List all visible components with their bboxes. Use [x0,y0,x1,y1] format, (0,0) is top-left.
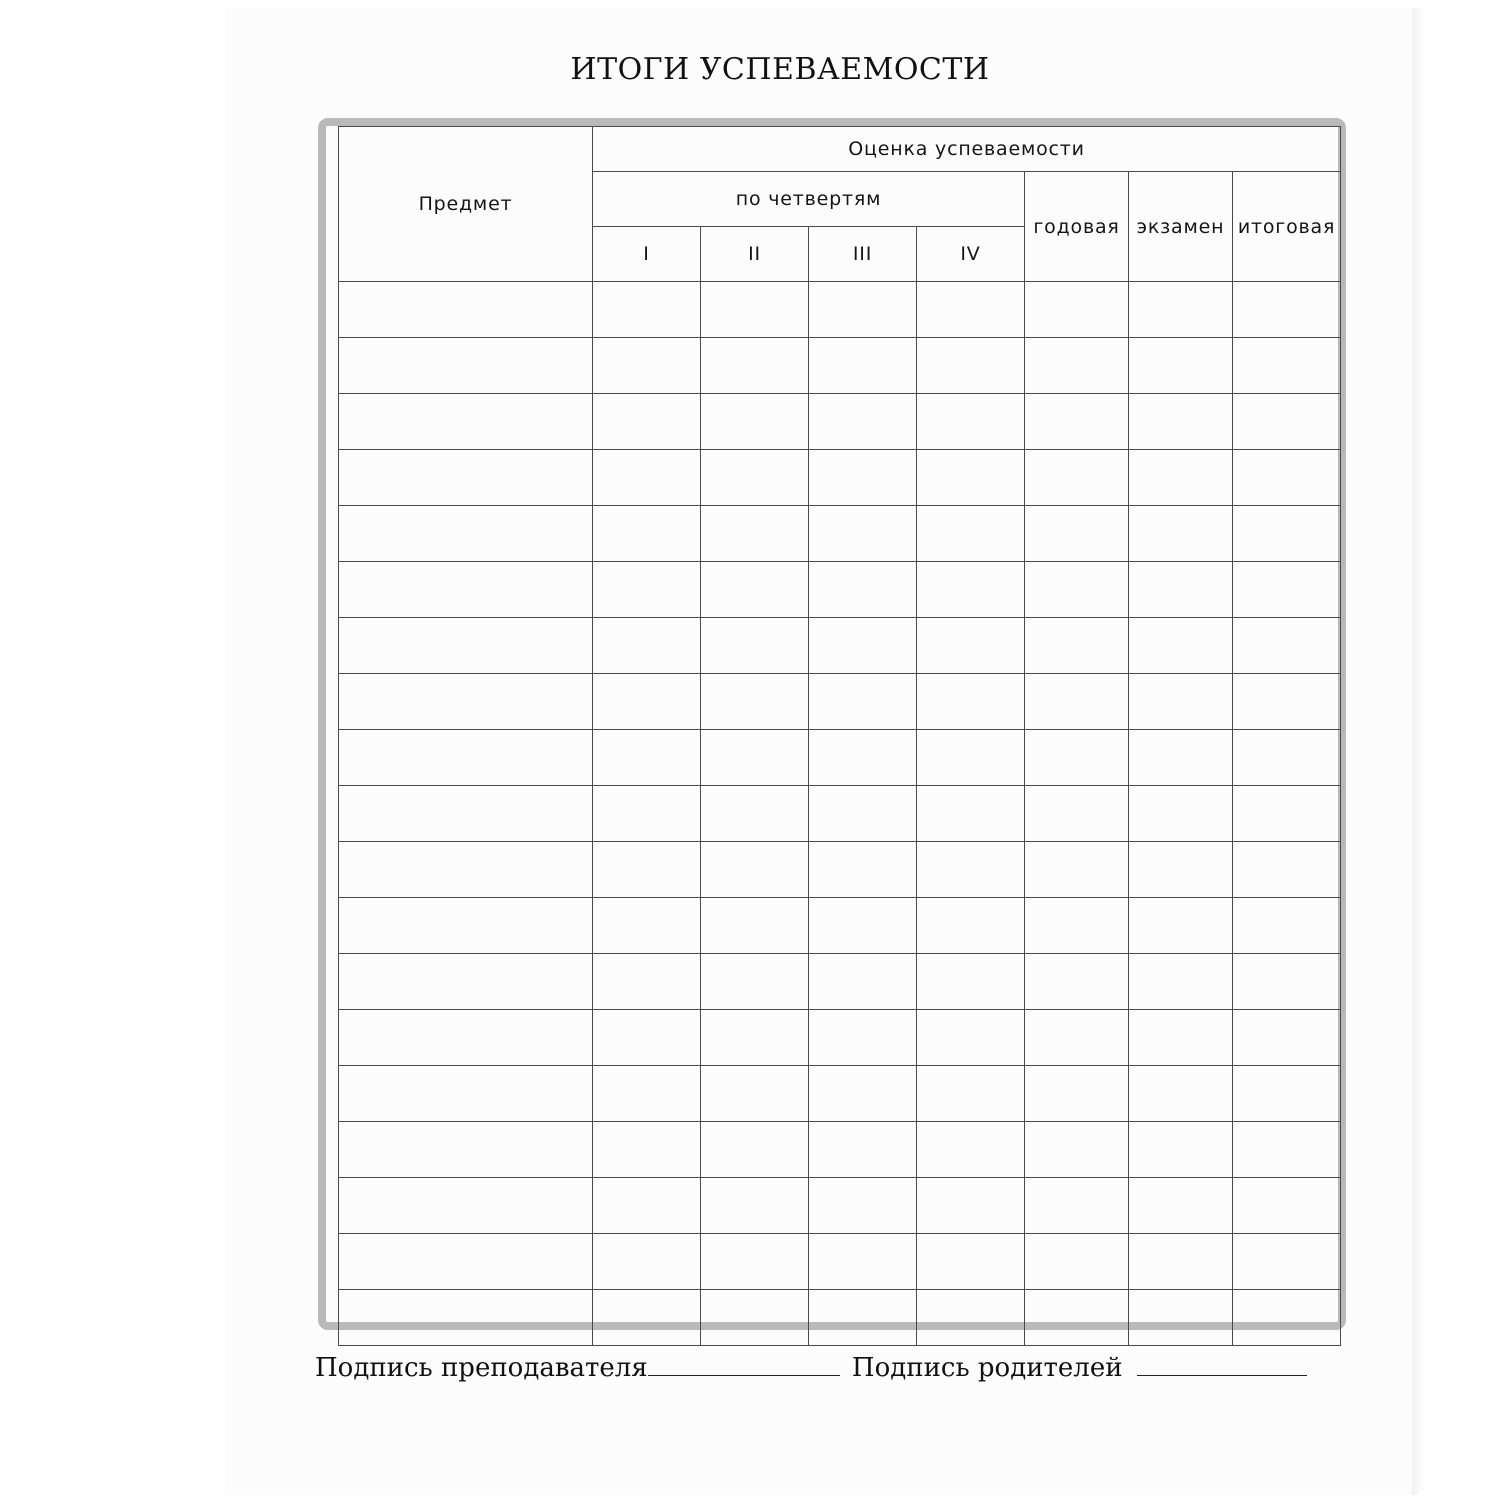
exam-header: экзамен [1129,172,1233,282]
grade-cell[interactable] [917,506,1025,562]
subject-cell[interactable] [339,842,593,898]
grade-cell[interactable] [809,562,917,618]
grade-cell[interactable] [593,450,701,506]
table-row [339,1010,1341,1066]
grade-cell[interactable] [917,282,1025,338]
grade-cell[interactable] [1025,1010,1129,1066]
grade-cell[interactable] [593,618,701,674]
subject-cell[interactable] [339,898,593,954]
grade-cell[interactable] [593,898,701,954]
table-row [339,1178,1341,1234]
grade-cell[interactable] [1233,786,1341,842]
grade-cell[interactable] [1129,1122,1233,1178]
subject-cell[interactable] [339,1178,593,1234]
quarters-header: по четвертям [593,172,1025,227]
table-row [339,282,1341,338]
grade-cell[interactable] [1233,450,1341,506]
grade-cell[interactable] [701,842,809,898]
grade-cell[interactable] [701,1290,809,1346]
grade-cell[interactable] [1233,1290,1341,1346]
grades-table [338,126,1341,1346]
grade-cell[interactable] [809,450,917,506]
grade-cell[interactable] [917,618,1025,674]
table-row [339,842,1341,898]
table-row [339,338,1341,394]
grade-cell[interactable] [701,1178,809,1234]
grade-cell[interactable] [1025,1178,1129,1234]
grade-cell[interactable] [1025,730,1129,786]
grade-cell[interactable] [593,1122,701,1178]
grade-cell[interactable] [593,674,701,730]
grade-cell[interactable] [809,618,917,674]
subject-cell[interactable] [339,730,593,786]
grade-cell[interactable] [593,562,701,618]
subject-cell[interactable] [339,506,593,562]
grade-cell[interactable] [917,1290,1025,1346]
grade-cell[interactable] [593,842,701,898]
table-row [339,1290,1341,1346]
grade-cell[interactable] [701,1122,809,1178]
table-row [339,1234,1341,1290]
subject-cell[interactable] [339,562,593,618]
grade-cell[interactable] [1129,394,1233,450]
grade-cell[interactable] [1025,394,1129,450]
grade-cell[interactable] [701,1234,809,1290]
grade-cell[interactable] [593,338,701,394]
grade-cell[interactable] [593,282,701,338]
grade-cell[interactable] [1025,282,1129,338]
grade-cell[interactable] [1233,674,1341,730]
grade-cell[interactable] [809,1234,917,1290]
grade-cell[interactable] [1233,282,1341,338]
grade-cell[interactable] [1233,730,1341,786]
grade-cell[interactable] [701,338,809,394]
grade-cell[interactable] [1025,842,1129,898]
grade-cell[interactable] [1233,1178,1341,1234]
table-row [339,562,1341,618]
subject-cell[interactable] [339,1066,593,1122]
grade-cell[interactable] [593,954,701,1010]
grade-cell[interactable] [917,786,1025,842]
table-row [339,1066,1341,1122]
page-title: ИТОГИ УСПЕВАЕМОСТИ [570,52,990,87]
grade-cell[interactable] [1129,1010,1233,1066]
table-row [339,618,1341,674]
grade-cell[interactable] [1233,954,1341,1010]
grade-cell[interactable] [917,1066,1025,1122]
grade-cell[interactable] [917,394,1025,450]
grade-cell[interactable] [1025,954,1129,1010]
grade-cell[interactable] [1129,842,1233,898]
grade-cell[interactable] [1025,1234,1129,1290]
grade-cell[interactable] [593,1290,701,1346]
table-row [339,730,1341,786]
grade-cell[interactable] [1025,1290,1129,1346]
grade-cell[interactable] [1129,1234,1233,1290]
table-row [339,506,1341,562]
grade-cell[interactable] [1129,618,1233,674]
grade-cell[interactable] [1233,1066,1341,1122]
subject-cell[interactable] [339,394,593,450]
grade-cell[interactable] [809,842,917,898]
grade-cell[interactable] [701,1066,809,1122]
grade-cell[interactable] [809,506,917,562]
grade-cell[interactable] [917,1122,1025,1178]
table-row [339,898,1341,954]
grade-cell[interactable] [917,674,1025,730]
table-row [339,394,1341,450]
table-row [339,450,1341,506]
quarter-2-header: II [701,227,809,282]
grades-header: Оценка успеваемости [593,127,1341,172]
grade-cell[interactable] [1233,618,1341,674]
parents-signature-field[interactable] [1137,1349,1307,1376]
grade-cell[interactable] [1129,898,1233,954]
grade-cell[interactable] [593,1066,701,1122]
subject-cell[interactable] [339,1122,593,1178]
grade-cell[interactable] [1025,1066,1129,1122]
grade-cell[interactable] [809,786,917,842]
grade-cell[interactable] [1129,1290,1233,1346]
subject-cell[interactable] [339,450,593,506]
subject-cell[interactable] [339,1290,593,1346]
grade-cell[interactable] [917,954,1025,1010]
teacher-signature-label: Подпись преподавателя [315,1353,648,1383]
subject-cell[interactable] [339,338,593,394]
grade-cell[interactable] [701,562,809,618]
grade-cell[interactable] [1025,338,1129,394]
grade-cell[interactable] [1025,562,1129,618]
grade-cell[interactable] [917,1178,1025,1234]
grade-cell[interactable] [1025,674,1129,730]
grade-cell[interactable] [1025,618,1129,674]
grade-cell[interactable] [701,1010,809,1066]
subject-cell[interactable] [339,1234,593,1290]
final-header: итоговая [1233,172,1341,282]
grade-cell[interactable] [1129,730,1233,786]
grade-cell[interactable] [917,338,1025,394]
quarter-3-header: III [809,227,917,282]
table-row [339,1122,1341,1178]
subject-cell[interactable] [339,954,593,1010]
page-edge [1412,8,1420,1495]
grade-cell[interactable] [1233,842,1341,898]
subject-header: Предмет [339,127,593,282]
grade-cell[interactable] [1129,282,1233,338]
subject-cell[interactable] [339,282,593,338]
grade-cell[interactable] [1233,1010,1341,1066]
subject-cell[interactable] [339,786,593,842]
grade-cell[interactable] [701,450,809,506]
grade-cell[interactable] [593,506,701,562]
grade-cell[interactable] [917,842,1025,898]
grade-cell[interactable] [917,730,1025,786]
grade-cell[interactable] [809,394,917,450]
grade-cell[interactable] [1129,506,1233,562]
grade-cell[interactable] [1129,562,1233,618]
subject-cell[interactable] [339,618,593,674]
grade-cell[interactable] [1025,450,1129,506]
grade-cell[interactable] [701,394,809,450]
grade-cell[interactable] [701,506,809,562]
grade-cell[interactable] [1025,898,1129,954]
grade-cell[interactable] [809,954,917,1010]
grade-cell[interactable] [1129,674,1233,730]
grade-cell[interactable] [593,1178,701,1234]
grade-cell[interactable] [1233,506,1341,562]
grade-cell[interactable] [1129,786,1233,842]
grade-cell[interactable] [701,786,809,842]
grade-cell[interactable] [917,898,1025,954]
grade-cell[interactable] [809,1010,917,1066]
annual-header: годовая [1025,172,1129,282]
grade-cell[interactable] [593,730,701,786]
grade-cell[interactable] [917,562,1025,618]
grade-cell[interactable] [809,1066,917,1122]
grade-cell[interactable] [1129,338,1233,394]
subject-cell[interactable] [339,674,593,730]
grade-cell[interactable] [1129,450,1233,506]
grade-cell[interactable] [1233,1122,1341,1178]
grade-cell[interactable] [1233,394,1341,450]
grade-cell[interactable] [701,730,809,786]
table-row [339,954,1341,1010]
grade-cell[interactable] [809,338,917,394]
quarter-4-header: IV [917,227,1025,282]
grade-cell[interactable] [1129,954,1233,1010]
grade-cell[interactable] [701,954,809,1010]
grade-cell[interactable] [1233,1234,1341,1290]
grade-cell[interactable] [1025,1122,1129,1178]
signature-line [315,1349,1345,1383]
grade-cell[interactable] [917,1010,1025,1066]
teacher-signature-field[interactable] [648,1349,840,1376]
grade-cell[interactable] [701,898,809,954]
grade-cell[interactable] [1233,338,1341,394]
quarter-1-header: I [593,227,701,282]
grade-cell[interactable] [809,898,917,954]
grade-cell[interactable] [593,1234,701,1290]
grade-cell[interactable] [1025,506,1129,562]
grade-cell[interactable] [1129,1178,1233,1234]
grade-cell[interactable] [1233,562,1341,618]
grade-cell[interactable] [809,1122,917,1178]
grade-cell[interactable] [917,1234,1025,1290]
grade-cell[interactable] [593,394,701,450]
grade-cell[interactable] [809,730,917,786]
grade-cell[interactable] [809,674,917,730]
grade-cell[interactable] [701,618,809,674]
grade-cell[interactable] [1233,898,1341,954]
grade-cell[interactable] [1025,786,1129,842]
grade-cell[interactable] [809,282,917,338]
grade-cell[interactable] [809,1178,917,1234]
grade-cell[interactable] [593,786,701,842]
table-row [339,674,1341,730]
subject-cell[interactable] [339,1010,593,1066]
grade-cell[interactable] [701,282,809,338]
grade-cell[interactable] [917,450,1025,506]
grade-cell[interactable] [809,1290,917,1346]
table-row [339,786,1341,842]
grade-cell[interactable] [701,674,809,730]
parents-signature-label: Подпись родителей [851,1353,1123,1383]
grade-cell[interactable] [1129,1066,1233,1122]
grade-cell[interactable] [593,1010,701,1066]
